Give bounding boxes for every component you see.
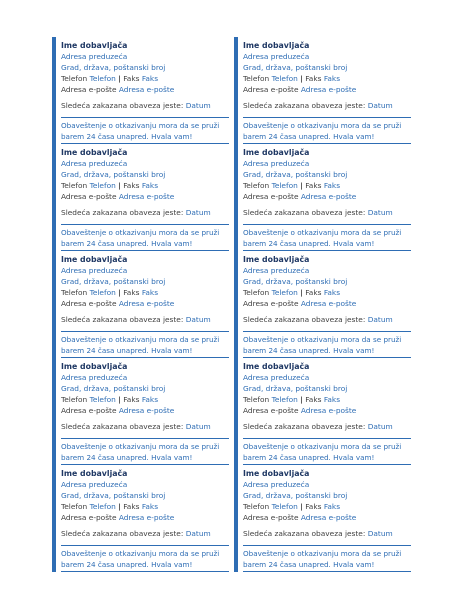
supplier-name: Ime dobavljača xyxy=(61,41,128,50)
separator: | xyxy=(300,395,303,404)
next-appointment-line xyxy=(61,207,229,218)
cancellation-notice: Obaveštenje o otkazivanju mora da se pruži barem 24 časa unapred. Hvala vam! xyxy=(243,442,402,462)
city-state-zip: Grad, država, poštanski broj xyxy=(243,63,348,72)
phone-fax-line xyxy=(243,73,411,84)
next-appointment-label: Sledeća zakazana obaveza jeste: xyxy=(61,315,184,324)
next-appointment-date: Datum xyxy=(367,101,393,110)
card-content xyxy=(61,254,229,325)
accent-bar xyxy=(52,37,56,144)
appointment-card xyxy=(234,358,411,465)
appointment-card xyxy=(234,144,411,251)
phone-fax-line xyxy=(61,394,229,405)
accent-bar xyxy=(234,251,238,358)
next-appointment-date: Datum xyxy=(367,315,393,324)
email-value: Adresa e-pošte xyxy=(118,513,175,522)
email-value: Adresa e-pošte xyxy=(300,192,357,201)
next-appointment-line xyxy=(243,314,411,325)
cancellation-notice: Obaveštenje o otkazivanju mora da se pruži barem 24 časa unapred. Hvala vam! xyxy=(61,335,220,355)
email-line xyxy=(61,84,229,95)
phone-value: Telefon xyxy=(271,181,298,190)
company-address: Adresa preduzeća xyxy=(61,266,128,275)
phone-label: Telefon xyxy=(61,395,88,404)
fax-label: Faks xyxy=(123,502,140,511)
fax-label: Faks xyxy=(123,74,140,83)
divider xyxy=(61,331,229,332)
next-appointment-line xyxy=(243,100,411,111)
appointment-card xyxy=(52,465,229,572)
email-value: Adresa e-pošte xyxy=(300,85,357,94)
email-line xyxy=(61,405,229,416)
card-content xyxy=(243,40,411,111)
divider xyxy=(243,331,411,332)
separator: | xyxy=(118,288,121,297)
card-content xyxy=(243,147,411,218)
email-line xyxy=(243,84,411,95)
email-label: Adresa e-pošte xyxy=(61,85,117,94)
next-appointment-line xyxy=(61,421,229,432)
phone-label: Telefon xyxy=(243,395,270,404)
phone-value: Telefon xyxy=(271,288,298,297)
email-line xyxy=(243,298,411,309)
divider xyxy=(243,117,411,118)
card-content xyxy=(243,254,411,325)
divider xyxy=(243,571,411,572)
fax-label: Faks xyxy=(305,502,322,511)
fax-label: Faks xyxy=(123,181,140,190)
cancellation-notice: Obaveštenje o otkazivanju mora da se pruži barem 24 časa unapred. Hvala vam! xyxy=(61,549,220,569)
appointment-card xyxy=(52,358,229,465)
city-state-zip: Grad, država, poštanski broj xyxy=(243,491,348,500)
phone-label: Telefon xyxy=(243,181,270,190)
city-state-zip: Grad, država, poštanski broj xyxy=(61,170,166,179)
cancellation-notice: Obaveštenje o otkazivanju mora da se pruži barem 24 časa unapred. Hvala vam! xyxy=(61,228,220,248)
company-address: Adresa preduzeća xyxy=(61,52,128,61)
phone-value: Telefon xyxy=(89,181,116,190)
email-line xyxy=(61,191,229,202)
supplier-name: Ime dobavljača xyxy=(243,148,310,157)
city-state-zip: Grad, država, poštanski broj xyxy=(243,384,348,393)
email-label: Adresa e-pošte xyxy=(61,299,117,308)
email-label: Adresa e-pošte xyxy=(61,406,117,415)
divider xyxy=(61,117,229,118)
next-appointment-line xyxy=(61,100,229,111)
fax-value: Faks xyxy=(323,395,341,404)
divider xyxy=(61,545,229,546)
fax-value: Faks xyxy=(141,502,159,511)
cancellation-notice: Obaveštenje o otkazivanju mora da se pruži barem 24 časa unapred. Hvala vam! xyxy=(243,549,402,569)
card-sheet xyxy=(52,37,411,573)
fax-value: Faks xyxy=(141,288,159,297)
next-appointment-label: Sledeća zakazana obaveza jeste: xyxy=(61,208,184,217)
card-content xyxy=(243,468,411,539)
accent-bar xyxy=(52,465,56,572)
email-value: Adresa e-pošte xyxy=(300,513,357,522)
email-label: Adresa e-pošte xyxy=(243,192,299,201)
email-value: Adresa e-pošte xyxy=(118,299,175,308)
email-value: Adresa e-pošte xyxy=(118,406,175,415)
phone-fax-line xyxy=(243,394,411,405)
appointment-card xyxy=(52,144,229,251)
separator: | xyxy=(300,74,303,83)
company-address: Adresa preduzeća xyxy=(243,159,310,168)
fax-value: Faks xyxy=(141,74,159,83)
fax-label: Faks xyxy=(305,74,322,83)
accent-bar xyxy=(52,144,56,251)
phone-fax-line xyxy=(243,287,411,298)
accent-bar xyxy=(234,465,238,572)
email-label: Adresa e-pošte xyxy=(243,299,299,308)
accent-bar xyxy=(52,358,56,465)
phone-label: Telefon xyxy=(61,288,88,297)
phone-value: Telefon xyxy=(89,74,116,83)
appointment-card xyxy=(52,251,229,358)
email-value: Adresa e-pošte xyxy=(118,85,175,94)
appointment-card xyxy=(52,37,229,144)
separator: | xyxy=(118,502,121,511)
next-appointment-date: Datum xyxy=(185,529,211,538)
next-appointment-label: Sledeća zakazana obaveza jeste: xyxy=(61,101,184,110)
city-state-zip: Grad, država, poštanski broj xyxy=(61,277,166,286)
next-appointment-line xyxy=(243,207,411,218)
company-address: Adresa preduzeća xyxy=(243,52,310,61)
divider xyxy=(243,224,411,225)
email-line xyxy=(243,512,411,523)
accent-bar xyxy=(234,37,238,144)
accent-bar xyxy=(52,251,56,358)
next-appointment-date: Datum xyxy=(185,422,211,431)
next-appointment-date: Datum xyxy=(367,422,393,431)
phone-label: Telefon xyxy=(243,288,270,297)
phone-value: Telefon xyxy=(89,288,116,297)
phone-value: Telefon xyxy=(89,395,116,404)
fax-value: Faks xyxy=(323,74,341,83)
next-appointment-label: Sledeća zakazana obaveza jeste: xyxy=(243,529,366,538)
fax-label: Faks xyxy=(123,395,140,404)
phone-value: Telefon xyxy=(271,74,298,83)
supplier-name: Ime dobavljača xyxy=(243,255,310,264)
phone-value: Telefon xyxy=(89,502,116,511)
company-address: Adresa preduzeća xyxy=(243,266,310,275)
appointment-card xyxy=(234,37,411,144)
city-state-zip: Grad, država, poštanski broj xyxy=(243,170,348,179)
phone-label: Telefon xyxy=(61,502,88,511)
fax-value: Faks xyxy=(141,181,159,190)
supplier-name: Ime dobavljača xyxy=(61,362,128,371)
email-label: Adresa e-pošte xyxy=(243,406,299,415)
email-line xyxy=(243,405,411,416)
company-address: Adresa preduzeća xyxy=(61,373,128,382)
next-appointment-line xyxy=(243,528,411,539)
fax-label: Faks xyxy=(305,288,322,297)
phone-fax-line xyxy=(61,73,229,84)
next-appointment-line xyxy=(243,421,411,432)
card-content xyxy=(243,361,411,432)
phone-value: Telefon xyxy=(271,502,298,511)
next-appointment-line xyxy=(61,314,229,325)
email-line xyxy=(61,298,229,309)
fax-value: Faks xyxy=(141,395,159,404)
phone-value: Telefon xyxy=(271,395,298,404)
company-address: Adresa preduzeća xyxy=(61,159,128,168)
fax-value: Faks xyxy=(323,181,341,190)
email-label: Adresa e-pošte xyxy=(61,192,117,201)
phone-fax-line xyxy=(61,287,229,298)
next-appointment-label: Sledeća zakazana obaveza jeste: xyxy=(243,208,366,217)
email-value: Adresa e-pošte xyxy=(118,192,175,201)
divider xyxy=(243,438,411,439)
city-state-zip: Grad, država, poštanski broj xyxy=(61,491,166,500)
separator: | xyxy=(118,181,121,190)
appointment-card xyxy=(234,465,411,572)
next-appointment-date: Datum xyxy=(185,208,211,217)
separator: | xyxy=(118,74,121,83)
company-address: Adresa preduzeća xyxy=(61,480,128,489)
cancellation-notice: Obaveštenje o otkazivanju mora da se pruži barem 24 časa unapred. Hvala vam! xyxy=(243,335,402,355)
phone-label: Telefon xyxy=(61,181,88,190)
email-label: Adresa e-pošte xyxy=(61,513,117,522)
next-appointment-date: Datum xyxy=(367,529,393,538)
supplier-name: Ime dobavljača xyxy=(61,469,128,478)
separator: | xyxy=(300,181,303,190)
accent-bar xyxy=(234,358,238,465)
fax-value: Faks xyxy=(323,502,341,511)
divider xyxy=(61,571,229,572)
separator: | xyxy=(300,288,303,297)
cancellation-notice: Obaveštenje o otkazivanju mora da se pruži barem 24 časa unapred. Hvala vam! xyxy=(61,121,220,141)
email-line xyxy=(243,191,411,202)
fax-label: Faks xyxy=(305,395,322,404)
city-state-zip: Grad, država, poštanski broj xyxy=(61,63,166,72)
phone-fax-line xyxy=(243,180,411,191)
separator: | xyxy=(300,502,303,511)
next-appointment-date: Datum xyxy=(185,101,211,110)
supplier-name: Ime dobavljača xyxy=(61,255,128,264)
email-label: Adresa e-pošte xyxy=(243,85,299,94)
city-state-zip: Grad, država, poštanski broj xyxy=(61,384,166,393)
email-value: Adresa e-pošte xyxy=(300,406,357,415)
card-content xyxy=(61,147,229,218)
supplier-name: Ime dobavljača xyxy=(61,148,128,157)
fax-label: Faks xyxy=(305,181,322,190)
phone-fax-line xyxy=(61,501,229,512)
phone-fax-line xyxy=(243,501,411,512)
accent-bar xyxy=(234,144,238,251)
next-appointment-label: Sledeća zakazana obaveza jeste: xyxy=(61,529,184,538)
divider xyxy=(243,545,411,546)
appointment-card xyxy=(234,251,411,358)
supplier-name: Ime dobavljača xyxy=(243,41,310,50)
divider xyxy=(61,224,229,225)
next-appointment-line xyxy=(61,528,229,539)
divider xyxy=(61,438,229,439)
card-content xyxy=(61,468,229,539)
fax-value: Faks xyxy=(323,288,341,297)
company-address: Adresa preduzeća xyxy=(243,480,310,489)
cancellation-notice: Obaveštenje o otkazivanju mora da se pruži barem 24 časa unapred. Hvala vam! xyxy=(61,442,220,462)
phone-fax-line xyxy=(61,180,229,191)
phone-label: Telefon xyxy=(61,74,88,83)
next-appointment-label: Sledeća zakazana obaveza jeste: xyxy=(243,422,366,431)
fax-label: Faks xyxy=(123,288,140,297)
phone-label: Telefon xyxy=(243,74,270,83)
email-label: Adresa e-pošte xyxy=(243,513,299,522)
next-appointment-label: Sledeća zakazana obaveza jeste: xyxy=(243,315,366,324)
email-line xyxy=(61,512,229,523)
next-appointment-date: Datum xyxy=(367,208,393,217)
supplier-name: Ime dobavljača xyxy=(243,362,310,371)
next-appointment-date: Datum xyxy=(185,315,211,324)
separator: | xyxy=(118,395,121,404)
cancellation-notice: Obaveštenje o otkazivanju mora da se pruži barem 24 časa unapred. Hvala vam! xyxy=(243,228,402,248)
phone-label: Telefon xyxy=(243,502,270,511)
card-content xyxy=(61,40,229,111)
cancellation-notice: Obaveštenje o otkazivanju mora da se pruži barem 24 časa unapred. Hvala vam! xyxy=(243,121,402,141)
company-address: Adresa preduzeća xyxy=(243,373,310,382)
city-state-zip: Grad, država, poštanski broj xyxy=(243,277,348,286)
next-appointment-label: Sledeća zakazana obaveza jeste: xyxy=(243,101,366,110)
email-value: Adresa e-pošte xyxy=(300,299,357,308)
supplier-name: Ime dobavljača xyxy=(243,469,310,478)
card-content xyxy=(61,361,229,432)
next-appointment-label: Sledeća zakazana obaveza jeste: xyxy=(61,422,184,431)
